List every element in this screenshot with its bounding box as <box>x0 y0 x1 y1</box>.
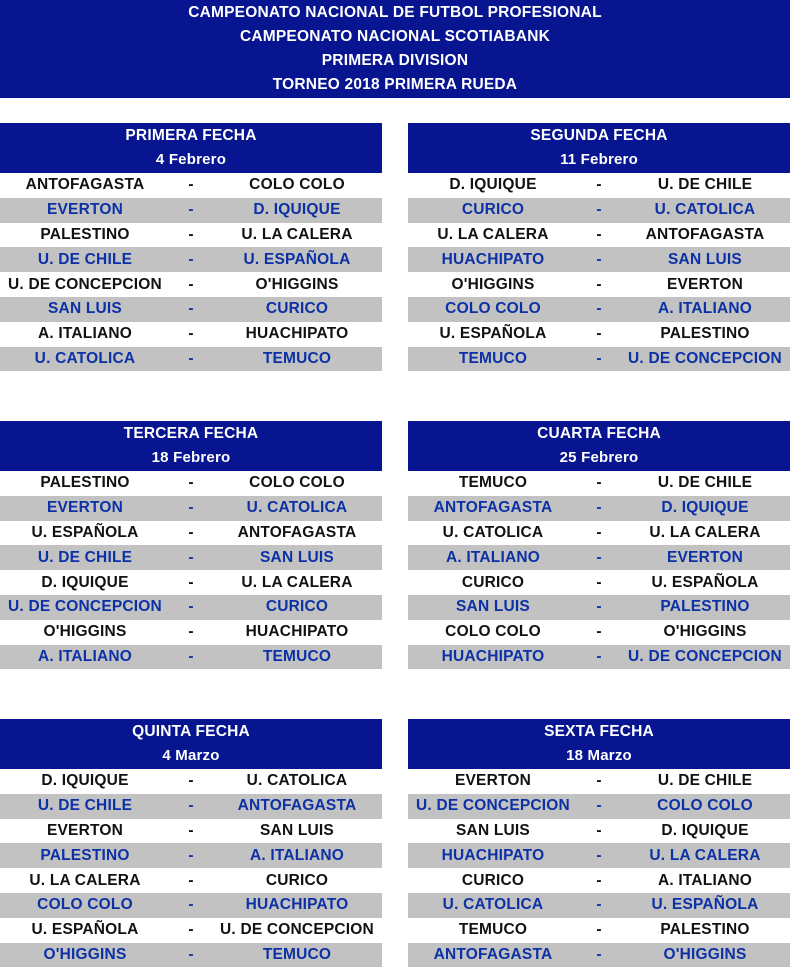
match-separator: - <box>188 300 194 318</box>
home-team: D. IQUIQUE <box>41 573 129 591</box>
away-team: ANTOFAGASTA <box>237 523 357 541</box>
match-separator: - <box>596 275 602 293</box>
away-team: U. DE CONCEPCION <box>628 349 782 367</box>
match-separator: - <box>188 945 194 963</box>
match-row <box>0 595 382 620</box>
home-team: A. ITALIANO <box>37 325 133 343</box>
match-separator: - <box>596 598 602 616</box>
home-team: COLO COLO <box>445 300 541 318</box>
home-team: HUACHIPATO <box>441 250 545 268</box>
round-panel <box>0 719 382 967</box>
match-separator: - <box>188 846 194 864</box>
match-row <box>0 347 382 372</box>
home-team: SAN LUIS <box>48 300 122 318</box>
match-row <box>0 247 382 272</box>
match-row <box>408 769 790 794</box>
round-date: 4 Marzo <box>162 747 220 764</box>
home-team: ANTOFAGASTA <box>433 945 553 963</box>
away-team: U. CATOLICA <box>246 499 348 517</box>
match-separator: - <box>596 846 602 864</box>
away-team: O'HIGGINS <box>663 623 747 641</box>
match-separator: - <box>596 647 602 665</box>
match-separator: - <box>188 871 194 889</box>
match-separator: - <box>188 250 194 268</box>
round-panel <box>408 421 790 669</box>
away-team: HUACHIPATO <box>245 896 349 914</box>
away-team: U. DE CHILE <box>657 474 753 492</box>
match-separator: - <box>596 821 602 839</box>
away-team: O'HIGGINS <box>255 275 339 293</box>
match-row <box>408 272 790 297</box>
home-team: D. IQUIQUE <box>449 176 537 194</box>
match-row <box>408 645 790 670</box>
home-team: EVERTON <box>454 772 532 790</box>
away-team: U. LA CALERA <box>649 523 761 541</box>
match-separator: - <box>596 921 602 939</box>
home-team: U. ESPAÑOLA <box>31 921 139 939</box>
match-separator: - <box>188 176 194 194</box>
match-separator: - <box>596 548 602 566</box>
away-team: U. DE CHILE <box>657 772 753 790</box>
match-separator: - <box>188 548 194 566</box>
home-team: PALESTINO <box>40 474 130 492</box>
away-team: D. IQUIQUE <box>661 499 749 517</box>
home-team: U. LA CALERA <box>29 871 141 889</box>
match-row <box>0 620 382 645</box>
match-separator: - <box>188 499 194 517</box>
match-row <box>0 819 382 844</box>
match-separator: - <box>188 275 194 293</box>
home-team: EVERTON <box>46 201 124 219</box>
away-team: U. ESPAÑOLA <box>651 896 759 914</box>
match-row <box>408 521 790 546</box>
home-team: U. DE CHILE <box>37 250 133 268</box>
match-separator: - <box>596 300 602 318</box>
match-separator: - <box>188 325 194 343</box>
match-row <box>0 918 382 943</box>
away-team: CURICO <box>265 871 329 889</box>
away-team: O'HIGGINS <box>663 945 747 963</box>
match-separator: - <box>596 772 602 790</box>
match-row <box>408 893 790 918</box>
home-team: CURICO <box>461 871 525 889</box>
away-team: A. ITALIANO <box>657 871 753 889</box>
round-header <box>408 123 790 173</box>
away-team: U. LA CALERA <box>241 225 353 243</box>
match-row <box>0 496 382 521</box>
away-team: EVERTON <box>666 275 744 293</box>
home-team: ANTOFAGASTA <box>433 499 553 517</box>
match-row <box>0 943 382 967</box>
away-team: U. LA CALERA <box>241 573 353 591</box>
away-team: U. DE CHILE <box>657 176 753 194</box>
match-separator: - <box>596 176 602 194</box>
match-separator: - <box>188 523 194 541</box>
championship-banner <box>0 0 790 98</box>
round-date: 4 Febrero <box>155 151 227 168</box>
banner-line: TORNEO 2018 PRIMERA RUEDA <box>272 76 518 93</box>
match-row <box>0 794 382 819</box>
away-team: U. ESPAÑOLA <box>651 573 759 591</box>
match-row <box>408 794 790 819</box>
match-row <box>0 570 382 595</box>
match-separator: - <box>596 349 602 367</box>
home-team: SAN LUIS <box>456 598 530 616</box>
home-team: HUACHIPATO <box>441 846 545 864</box>
match-separator: - <box>596 499 602 517</box>
home-team: A. ITALIANO <box>445 548 541 566</box>
away-team: ANTOFAGASTA <box>237 797 357 815</box>
match-separator: - <box>188 797 194 815</box>
round-header <box>0 719 382 769</box>
match-separator: - <box>188 623 194 641</box>
home-team: U. ESPAÑOLA <box>439 325 547 343</box>
round-title: QUINTA FECHA <box>132 723 250 740</box>
match-separator: - <box>188 349 194 367</box>
match-row <box>0 645 382 670</box>
match-separator: - <box>188 772 194 790</box>
match-separator: - <box>596 474 602 492</box>
round-title: SEXTA FECHA <box>544 723 654 740</box>
banner-line: CAMPEONATO NACIONAL SCOTIABANK <box>240 28 550 45</box>
away-team: HUACHIPATO <box>245 325 349 343</box>
round-panel <box>408 719 790 967</box>
home-team: O'HIGGINS <box>43 623 127 641</box>
away-team: PALESTINO <box>660 921 750 939</box>
round-panel <box>0 421 382 669</box>
home-team: U. ESPAÑOLA <box>31 523 139 541</box>
match-row <box>408 545 790 570</box>
away-team: TEMUCO <box>262 647 332 665</box>
match-row <box>408 595 790 620</box>
home-team: TEMUCO <box>458 921 528 939</box>
away-team: ANTOFAGASTA <box>645 225 765 243</box>
away-team: COLO COLO <box>249 474 345 492</box>
match-separator: - <box>596 201 602 219</box>
match-separator: - <box>596 523 602 541</box>
home-team: CURICO <box>461 201 525 219</box>
match-row <box>408 943 790 967</box>
away-team: HUACHIPATO <box>245 623 349 641</box>
away-team: U. DE CONCEPCION <box>628 647 782 665</box>
home-team: HUACHIPATO <box>441 647 545 665</box>
match-row <box>0 223 382 248</box>
away-team: SAN LUIS <box>260 548 334 566</box>
match-row <box>0 521 382 546</box>
match-row <box>408 223 790 248</box>
away-team: A. ITALIANO <box>657 300 753 318</box>
round-header <box>408 421 790 471</box>
match-separator: - <box>596 896 602 914</box>
away-team: U. CATOLICA <box>654 201 756 219</box>
home-team: U. DE CONCEPCION <box>8 598 162 616</box>
match-separator: - <box>596 797 602 815</box>
match-row <box>408 868 790 893</box>
away-team: U. CATOLICA <box>246 772 348 790</box>
home-team: EVERTON <box>46 499 124 517</box>
match-separator: - <box>596 325 602 343</box>
home-team: U. CATOLICA <box>34 349 136 367</box>
home-team: PALESTINO <box>40 846 130 864</box>
match-separator: - <box>596 573 602 591</box>
round-title: TERCERA FECHA <box>123 425 259 442</box>
match-row <box>0 893 382 918</box>
away-team: COLO COLO <box>249 176 345 194</box>
match-row <box>0 198 382 223</box>
home-team: U. DE CONCEPCION <box>416 797 570 815</box>
match-separator: - <box>188 201 194 219</box>
match-row <box>408 173 790 198</box>
match-separator: - <box>596 225 602 243</box>
round-header <box>408 719 790 769</box>
match-separator: - <box>188 598 194 616</box>
away-team: TEMUCO <box>262 349 332 367</box>
round-title: SEGUNDA FECHA <box>530 127 668 144</box>
match-separator: - <box>188 474 194 492</box>
match-separator: - <box>188 647 194 665</box>
match-row <box>408 843 790 868</box>
home-team: SAN LUIS <box>456 821 530 839</box>
away-team: D. IQUIQUE <box>253 201 341 219</box>
match-row <box>0 545 382 570</box>
round-title: PRIMERA FECHA <box>125 127 257 144</box>
round-header <box>0 421 382 471</box>
home-team: TEMUCO <box>458 474 528 492</box>
home-team: CURICO <box>461 573 525 591</box>
home-team: COLO COLO <box>37 896 133 914</box>
home-team: U. CATOLICA <box>442 896 544 914</box>
home-team: TEMUCO <box>458 349 528 367</box>
match-row <box>0 843 382 868</box>
home-team: U. LA CALERA <box>437 225 549 243</box>
round-panel <box>408 123 790 371</box>
match-row <box>0 297 382 322</box>
home-team: O'HIGGINS <box>451 275 535 293</box>
match-separator: - <box>188 225 194 243</box>
match-row <box>408 570 790 595</box>
home-team: U. DE CONCEPCION <box>8 275 162 293</box>
banner-line: CAMPEONATO NACIONAL DE FUTBOL PROFESIONAL <box>188 4 602 21</box>
match-row <box>408 297 790 322</box>
home-team: U. CATOLICA <box>442 523 544 541</box>
match-separator: - <box>188 921 194 939</box>
away-team: D. IQUIQUE <box>661 821 749 839</box>
home-team: EVERTON <box>46 821 124 839</box>
away-team: A. ITALIANO <box>249 846 345 864</box>
away-team: U. ESPAÑOLA <box>243 250 351 268</box>
away-team: CURICO <box>265 598 329 616</box>
away-team: TEMUCO <box>262 945 332 963</box>
home-team: D. IQUIQUE <box>41 772 129 790</box>
away-team: PALESTINO <box>660 598 750 616</box>
match-row <box>408 247 790 272</box>
match-separator: - <box>596 871 602 889</box>
away-team: SAN LUIS <box>668 250 742 268</box>
match-row <box>0 173 382 198</box>
away-team: PALESTINO <box>660 325 750 343</box>
match-separator: - <box>596 945 602 963</box>
home-team: PALESTINO <box>40 225 130 243</box>
match-row <box>0 769 382 794</box>
banner-line: PRIMERA DIVISION <box>321 52 469 69</box>
away-team: SAN LUIS <box>260 821 334 839</box>
round-date: 25 Febrero <box>559 449 639 466</box>
match-row <box>408 918 790 943</box>
match-row <box>408 471 790 496</box>
match-separator: - <box>188 896 194 914</box>
match-row <box>408 322 790 347</box>
home-team: COLO COLO <box>445 623 541 641</box>
match-separator: - <box>596 623 602 641</box>
home-team: U. DE CHILE <box>37 548 133 566</box>
home-team: ANTOFAGASTA <box>25 176 145 194</box>
round-date: 11 Febrero <box>560 151 638 168</box>
round-header <box>0 123 382 173</box>
away-team: CURICO <box>265 300 329 318</box>
match-row <box>0 322 382 347</box>
match-separator: - <box>188 573 194 591</box>
round-panel <box>0 123 382 371</box>
match-row <box>0 272 382 297</box>
match-row <box>408 819 790 844</box>
round-title: CUARTA FECHA <box>537 425 661 442</box>
match-row <box>0 471 382 496</box>
home-team: O'HIGGINS <box>43 945 127 963</box>
match-row <box>0 868 382 893</box>
round-date: 18 Febrero <box>151 449 231 466</box>
match-row <box>408 198 790 223</box>
round-date: 18 Marzo <box>566 747 632 764</box>
away-team: U. DE CONCEPCION <box>220 921 374 939</box>
away-team: COLO COLO <box>657 797 753 815</box>
home-team: A. ITALIANO <box>37 647 133 665</box>
away-team: U. LA CALERA <box>649 846 761 864</box>
match-row <box>408 620 790 645</box>
match-row <box>408 496 790 521</box>
match-separator: - <box>188 821 194 839</box>
away-team: EVERTON <box>666 548 744 566</box>
match-row <box>408 347 790 372</box>
home-team: U. DE CHILE <box>37 797 133 815</box>
match-separator: - <box>596 250 602 268</box>
